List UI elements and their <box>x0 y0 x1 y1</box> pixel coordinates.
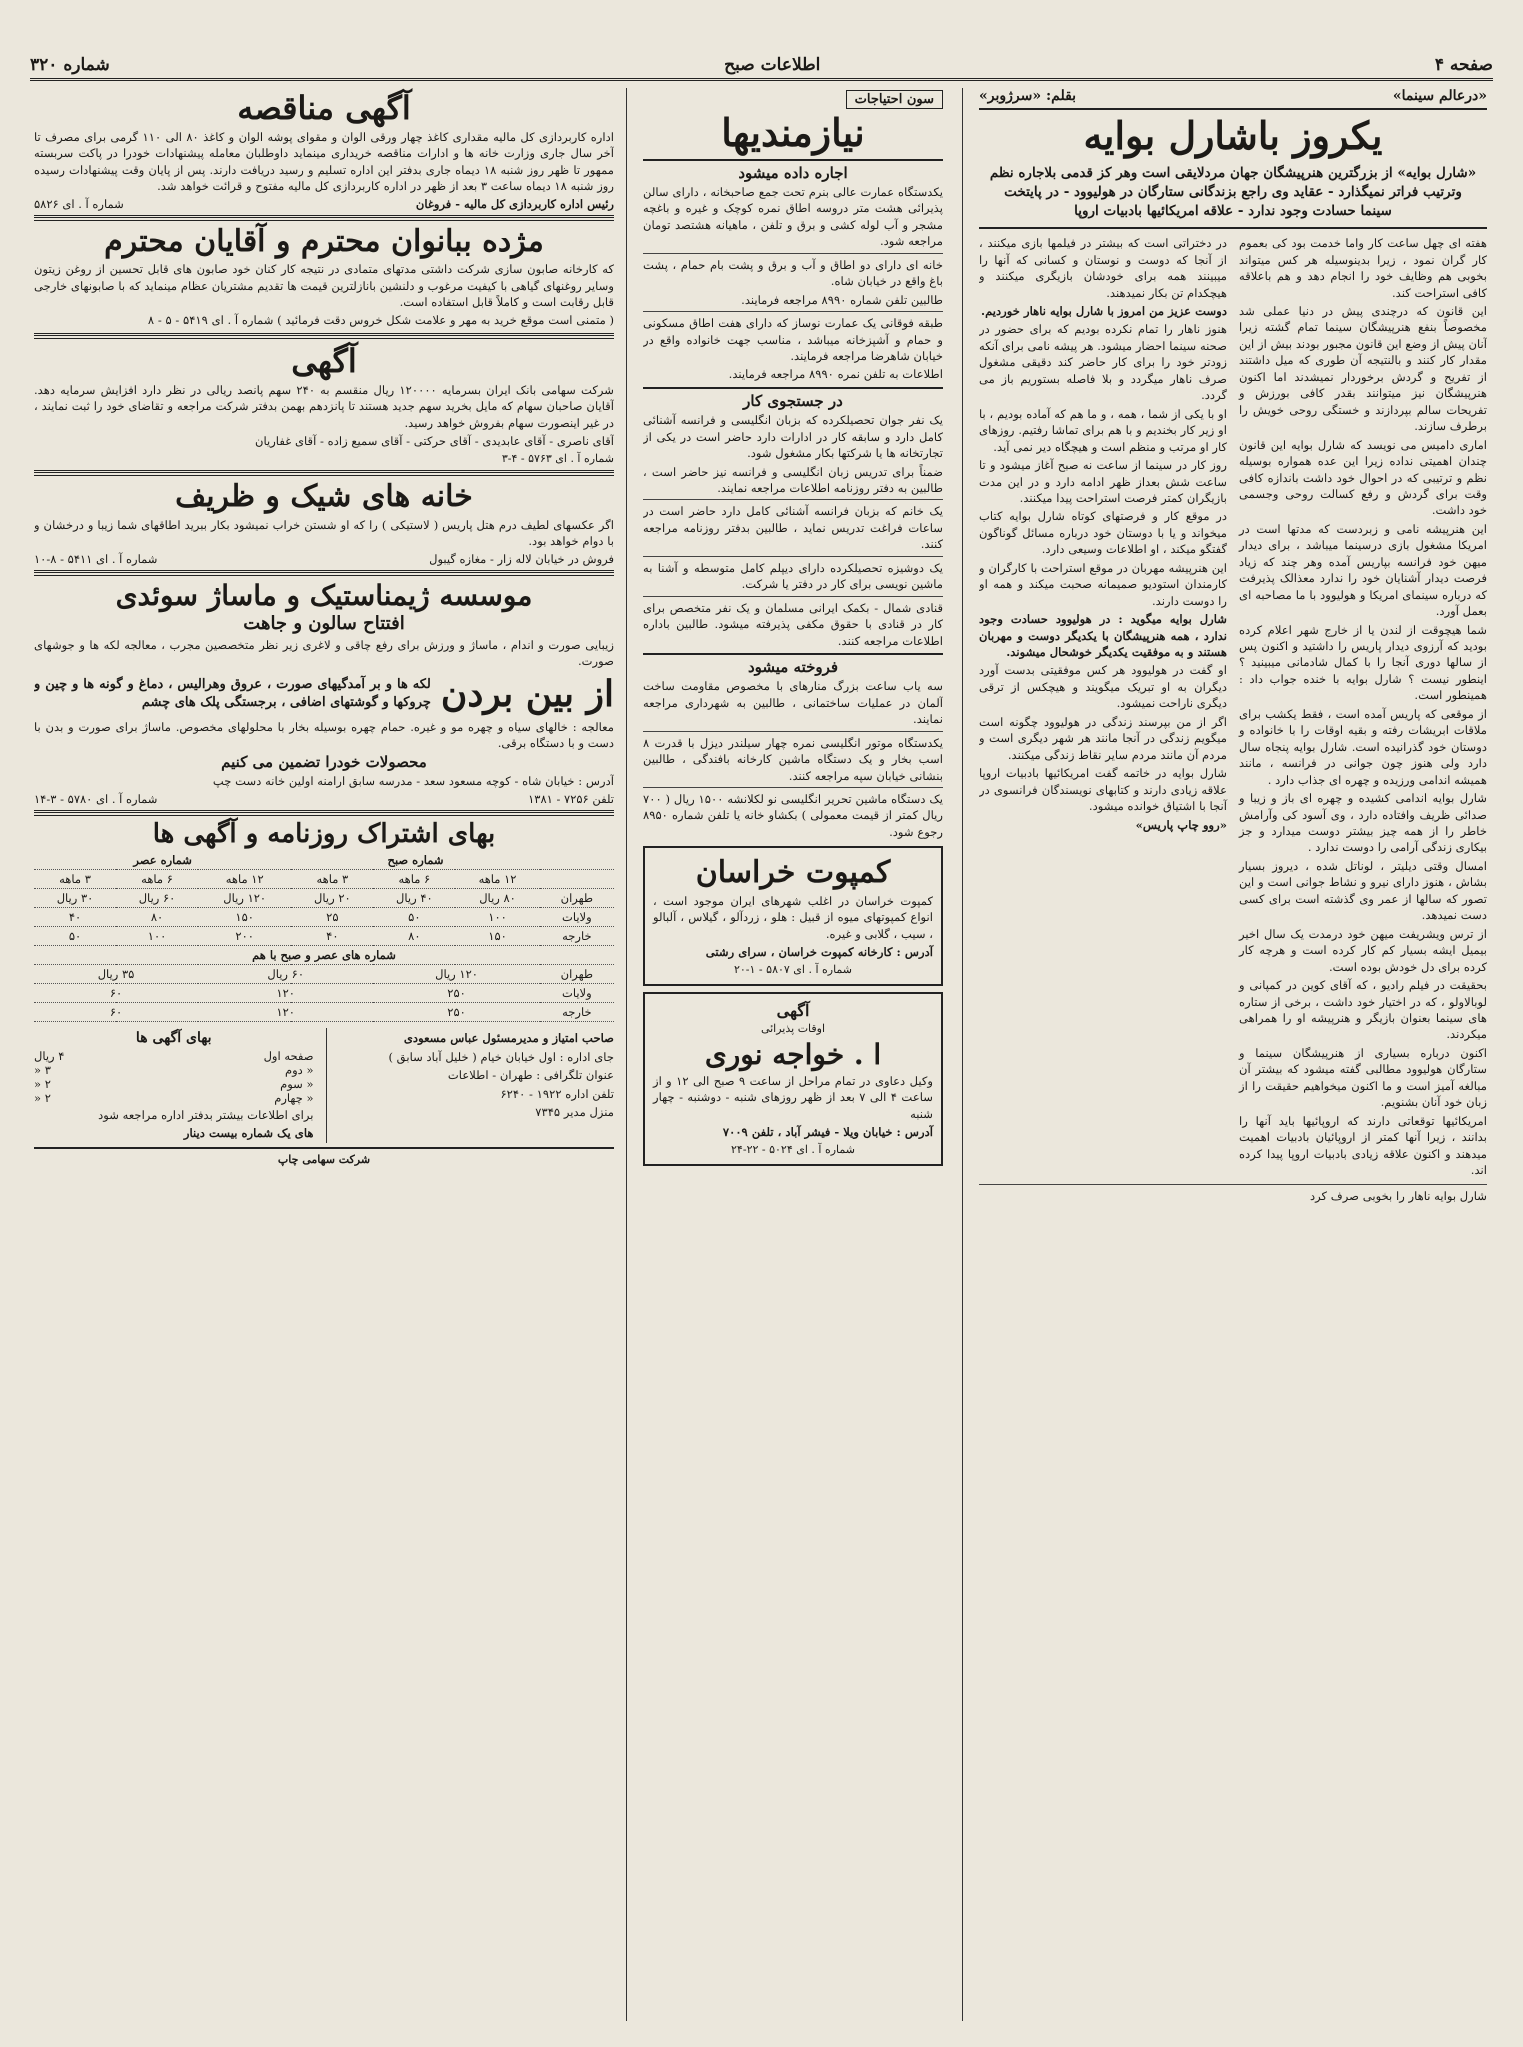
rates-row: خارجه ۱۵۰ ۸۰ ۴۰ ۲۰۰ ۱۰۰ ۵۰ <box>34 927 614 946</box>
classified-item: سه یاب ساعت بزرگ منارهای با مخصوص مقاومت ساخت آلمان در عملیات ساختمانی ، طالبین به شهرداری مراجعه نمایند. <box>643 679 943 727</box>
owner-line: جای اداره : اول خیابان خیام ( خلیل آباد سابق ) <box>388 1049 614 1064</box>
section-rent: اجاره داده میشود <box>738 163 848 182</box>
paragraph: شارل بوایه اندامی کشیده و چهره ای باز و زیبا و صدائی ظریف وافتاده دارد ، وی آسود کی وآرامش خاطر را از همه چیز بیشتر دوست میدارد و جز بیکاری زندگی آرامی را دوست ندارد . <box>1239 791 1487 855</box>
rates-morning-header: شماره صبح <box>291 851 539 870</box>
paragraph: اماری دامیس می نویسد که شارل بوایه این قانون چندان اهمیتی نداده زیرا این عده همواره بوسیله نظم و ترتیبی که در احوال خود داشت باندازه کافی وقت برای گردش و رفع کسالت روحی وجسمی خود داشت. <box>1239 437 1487 518</box>
paragraph: این قانون که درچندی پیش در دنیا عملی شد مخصوصاً بنفع هنرپیشگان سینما تمام گشته زیرا آنان پیش از وضع این قانون مجبور بودند بیش از این مقدار کار کنند و بالنتیجه آن طوری که میل داشتند از تفریح و گردش برخوردار نمیشدند اما اکنون هنرپیشگان نیز میتوانند بقدر کافی بورزش و تفریحات سالم بپردازند و خستگی روحی خویش را برطرف سازند. <box>1239 303 1487 434</box>
ad-phone: تلفن ۷۲۵۶ - ۱۳۸۱ <box>528 791 614 806</box>
ad-sign: رئیس اداره کاربردازی کل مالیه - فروغان <box>415 196 614 211</box>
rates-row: طهران ۸۰ ریال ۴۰ ریال ۲۰ ریال ۱۲۰ ریال ۶۰ ریال ۳۰ ریال <box>34 889 614 908</box>
ad-text: که کارخانه صابون سازی شرکت داشتی مدتهای متمادی در نتیجه کار کنان خود صابون های قابل تحسین از روغن زیتون وسایر روغنهای گیاهی با کیفیت مرغوب و دلنشین بانازلترین قیمت ها تقدیم مشتریان عظام مینماید که با صابونهای خارجی قابل رقابت است و کاملاً قابل استفاده است. <box>34 262 614 310</box>
article-kicker: «درعالم سینما» <box>1392 88 1487 104</box>
classified-item: یک دوشیزه تحصیلکرده دارای دیپلم کامل متوسطه و آشنا به ماشین نویسی برای کار در دفتر یا شرکت. <box>643 560 943 592</box>
ad-sub: اوقات پذیرائی <box>760 1021 826 1035</box>
houses-ad <box>34 480 614 565</box>
paragraph: در موقع کار و فرصتهای کوتاه شارل بوایه کتاب میخواند و یا با دوستان خود درباره مسائل گوناگون گفتگو میکند ، او اطلاعات وسیعی دارد. <box>979 509 1227 557</box>
adrates-note: برای اطلاعات بیشتر بدفتر اداره مراجعه شود <box>98 1107 314 1122</box>
classifieds-supertitle: سون احتیاجات <box>846 90 943 109</box>
classified-item: یک دستگاه ماشین تحریر انگلیسی نو لکلانشه ۱۵۰۰ ریال ( ۷۰۰ ریال کمتر از قیمت معمولی ) بکشاو خانه یا تلفن شماره ۸۹۵۰ رجوع شود. <box>643 792 943 839</box>
classified-item: طالبین تلفن شماره ۸۹۹۰ مراجعه فرمایند. <box>741 292 943 307</box>
masthead <box>30 52 1493 81</box>
lawyer-ad <box>643 992 943 1166</box>
rates-both-header: شماره های عصر و صبح با هم <box>34 946 614 965</box>
ad-text: کمپوت خراسان در اغلب شهرهای ایران موجود است ، انواع کمپوتهای میوه از قبیل : هلو ، زردآلو ، گیلاس ، آلبالو ، سیب ، گلابی و غیره. <box>653 893 933 941</box>
paragraph: از موقعی که پاریس آمده است ، فقط یکشب برای ملاقات ابریشات رفته و بقیه اوقات را با خانواده و دوستان خود گذرانیده است. شارل بوایه پنجاه سال دارد ولی هنوز چون جوانی در فرانسه ، مانند همیشه اندامی ورزیده و چهره ای جذاب دارد . <box>1239 706 1487 787</box>
classifieds-title: نیازمندیها <box>721 110 865 155</box>
classified-item: یکدستگاه موتور انگلیسی نمره چهار سیلندر دیزل با قدرت ۸ اسب بخار و یک دستگاه ماشین کارخانه بافندگی ، طالبین بنشانی خیابان سپه مراجعه کنند. <box>643 735 943 783</box>
paragraph: این هنرپیشه نامی و زبردست که مدتها است در امریکا مشغول بازی درسینما میباشد ، برای دیدار میهن خود فرانسه بپاریس آمده وهر چند که زیاد فرصت دیدار آشنایان خود را ندارد معذالک پذیرفت که درباره سینمای امریکا و هولیوود با ما مصاحبه ای بعمل آورد. <box>1239 521 1487 619</box>
paragraph: در دختراتی است که بیشتر در فیلمها بازی میکنند ، از آنجا که دوست و نوستان و کسانی که آنها را میبینند همه برای خودشان بازیگری میکنند و هیچکدام تن بکار نمیدهند. <box>979 236 1227 300</box>
classified-item: قنادی شمال - بکمک ایرانی مسلمان و یک نفر متخصص برای کار در قنادی با حقوق مکفی پذیرفته میشود. طالبین باداره اطلاعات مراجعه کنند. <box>643 600 943 648</box>
ad-rates-box: بهای آگهی ها صفحه اول ۴ ریال « دوم ۳ « « سوم ۲ « « چهارم ۲ « برای اطلاعات بیشتر بدفتر اداره مراجعه شود های یک شماره بیست دینار <box>34 1030 314 1140</box>
ad-headline: از بین بردن <box>440 672 614 715</box>
adrates-note: های یک شماره بیست دینار <box>183 1126 314 1140</box>
classified-item: اطلاعات به تلفن نمره ۸۹۹۰ مراجعه فرمایند. <box>728 367 943 382</box>
paper-name: اطلاعات صبح <box>724 55 821 75</box>
ad-text: وکیل دعاوی در تمام مراحل از ساعت ۹ صبح الی ۱۲ و از ساعت ۴ الی ۷ بعد از ظهر روزهای شنبه - دوشنبه - چهار شنبه <box>653 1073 933 1121</box>
ad-text: اگر عکسهای لطیف درم هتل پاریس ( لاستیکی ) را که او شستن خراب نمیشود بکار ببرید اطاقهای شما زیبا و درخشان و با دوام خواهد بود. <box>34 517 614 549</box>
owner-box <box>326 1028 615 1143</box>
ad-address: فروش در خیابان لاله زار - مغازه گیبول <box>429 551 614 566</box>
paragraph: امسال وقتی دیلیتر ، لوناتل شده ، دیروز بسیار بشاش ، هنوز دارای نیرو و نشاط جوانی است و این تصور که سالها از عمر وی گذشته است برای کسی دست نمیدهد. <box>1239 858 1487 923</box>
classified-item: یک نفر جوان تحصیلکرده که بزبان انگلیسی و فرانسه آشنائی کامل دارد و سابقه کار در ادارات دارد حاضر است در یکی از تجارتخانه ها یا شرکتها بکار مشغول شود. <box>643 413 943 461</box>
issue-number: شماره ۳۲۰ <box>30 55 110 75</box>
rates-row: طهران ۱۲۰ ریال ۶۰ ریال ۳۵ ریال <box>34 965 614 984</box>
rates-col: ۱۲ ماهه <box>455 870 539 889</box>
rates-col: ۶ ماهه <box>116 870 198 889</box>
ad-title: مژده ببانوان محترم و آقایان محترم <box>104 223 544 259</box>
ad-text: شرکت سهامی بانک ایران بسرمایه ۱۲۰۰۰۰ ریال منقسم به ۲۴۰ سهم پانصد ریالی در نظر دارد افزایش سرمایه دهد. آقایان صاحبان سهام که مایل بخرید سهم جدید هستند تا پانزدهم بهمن بدفتر شرکت مراجعه و تقاضای خود را ثبت نمایند ، در غیر اینصورت سهام بفروش خواهد رسید. <box>34 382 614 430</box>
gym-ad <box>34 580 614 806</box>
ad-kicker: آگهی <box>776 1000 810 1020</box>
ad-sub: افتتاح سالون و جاهت <box>243 612 405 634</box>
ad-ref: شماره آ . ای ۵۷۸۰ - ۳-۱۴ <box>34 791 158 806</box>
rates-col: ۶ ماهه <box>373 870 455 889</box>
paragraph: از ترس ویشریفت میهن خود درمدت یک سال اخیر بیمیل ایشه بسیار کم کار کرده است و هرچه کار کرده برای دل خودش بوده است. <box>1239 926 1487 974</box>
ad-ref: شماره آ . ای ۵۰۲۴ - ۲۲-۲۴ <box>731 1142 855 1156</box>
article-signoff: شارل بوایه ناهار را بخوبی صرف کرد <box>1309 1188 1487 1203</box>
classified-item: ضمناً برای تدریس زبان انگلیسی و فرانسه نیز حاضر است ، طالبین به دفتر روزنامه اطلاعات مراجعه نمایند. <box>643 464 943 495</box>
ad-address: آدرس : کارخانه کمپوت خراسان ، سرای رشتی <box>705 945 933 960</box>
classified-item: یک خانم که بزبان فرانسه آشنائی کامل دارد حاضر است در ساعات فراغت تدریس نماید ، طالبین بدفتر روزنامه مراجعه کنند. <box>643 504 943 552</box>
paragraph: شارل بوایه میگوید : در هولیوود حسادت وجود ندارد ، همه هنرپیشگان با یکدیگر دوست و مهربان هستند و به موفقیت یکدیگر خوشحال میشوند. <box>979 612 1227 660</box>
ad-address: آدرس : خیابان ویلا - فیشر آباد ، تلفن ۷۰۰۹ <box>722 1125 933 1140</box>
ad-notes: معالجه : خالهای سیاه و چهره مو و غیره. حمام چهره بوسیله بخار با محلولهای مخصوص. ماساژ برای صورت و بدن با دست و با دستگاه برقی. <box>34 719 614 751</box>
rates-row: خارجه ۲۵۰ ۱۲۰ ۶۰ <box>34 1003 614 1022</box>
rates-col: ۳ ماهه <box>291 870 373 889</box>
owner-phone: تلفن اداره ۱۹۲۲ - ۶۲۴۰ <box>500 1086 614 1101</box>
ad-address: ( متمنی است موقع خرید به مهر و علامت شکل خروس دقت فرمائید ) شماره آ . ای ۵۴۱۹ - ۵ - ۸ <box>147 313 614 328</box>
rates-col: ۳ ماهه <box>34 870 116 889</box>
paragraph: بحقیقت در فیلم رادیو ، که آقای کوین در کمپانی و لوبالاولو ، که در اختیار خود داشت ، برخی از ستاره های سینما بعنوان بازیگر و هنرپیشه او را همراهی میکردند. <box>1239 978 1487 1042</box>
ad-title: خانه های شیک و ظریف <box>175 479 473 515</box>
ad-title: ا . خواجه نوری <box>704 1037 882 1071</box>
owner-phone: منزل مدیر ۷۳۴۵ <box>535 1105 614 1120</box>
ad-text: اداره کاربردازی کل مالیه مقداری کاغذ چهار ورقی الوان و مقوای پوشه الوان و کاغذ ۸۰ الی ۱۱۰ گرمی برای مصرف تا آخر سال جاری وزارت خانه ها و ادارات مناقصه خریداری مینماید داوطلبان معامله پیشنهادات خودرا در پاکت سربسته ممهور تا ظهر روز شنبه ۱۸ دیماه جاری بدفتر این اداره تسلیم و رسید دریافت دارند. پس از پایان وقت پیشنهادات رسیده روز شنبه ۱۸ دیماه ساعت ۳ بعد از ظهر در اداره کاربردازی کل مالیه مفتوح و قرائت خواهد شد. <box>34 129 614 194</box>
owner-line: صاحب امتیاز و مدیرمسئول عباس مسعودی <box>403 1031 614 1046</box>
paragraph: این هنرپیشه مهربان در موقع استراحت با کارگران و کارمندان استودیو صمیمانه صحبت میکند و همه او را دوست دارند. <box>979 560 1227 608</box>
rates-col: ۱۲ ماهه <box>198 870 291 889</box>
paragraph: شما هیچوقت از لندن یا از خارج شهر اعلام کرده بودید که آرزوی دیدار پاریس را داشتید و اکنون پس از سالها دوری آنجا را با کمال شادمانی میبینید ؟ اینطور نیست ؟ شارل بوایه با خنده جواب داد : همینطور است. <box>1239 622 1487 703</box>
ad-text: زیبایی صورت و اندام ، ماساژ و ورزش برای رفع چاقی و لاغری زیر نظر متخصصین مجرب ، معالجه لکه ها و جوشهای صورت. <box>34 637 614 669</box>
article-col-b <box>979 233 1227 1180</box>
article-intro: «شارل بوایه» از بزرگترین هنرپیشگان جهان مردلایقی است وهر کز قدمی بلاجاره نظم وترتیب فراتر نمیگذارد - عقاید وی راجع بزندگانی ستارگان در هولیوود - در پایتخت سینما حسادت وجود ندارد - علاقه امریکائیها بادبیات اروپا <box>989 164 1477 219</box>
ad-title: آگهی <box>291 341 357 380</box>
cinema-article <box>979 88 1487 2021</box>
ad-title: آگهی مناقصه <box>237 89 411 127</box>
notice-ad <box>34 343 614 466</box>
section-job: در جستجوی کار <box>743 391 843 410</box>
article-col-a <box>1239 233 1487 1180</box>
article-byline: بقلم: «سرژوبر» <box>979 88 1077 104</box>
soap-ad <box>34 225 614 329</box>
adrates-title: بهای آگهی ها <box>135 1030 212 1047</box>
classified-item: یکدستگاه عمارت عالی بنرم تحت جمع صاحبخانه ، دارای سالن پذیرائی هشت متر دروسه اطاق نمره کوچک و غیره و باغچه مشجر و آب لوله کشی و برق و تلفن ، ماهیانه هشتصد تومان مراجعه شود. <box>643 184 943 249</box>
classifieds-column <box>643 88 943 2021</box>
paragraph: هنوز ناهار را تمام نکرده بودیم که برای حضور در صحنه سینما احضار میشود. هر پیشه نامی برای آنکه زودتر خود را برای کار حاضر کند دقیقی مشغول صرف ناهار میگردد و بلا فاصله بستوریم باز می گردد. <box>979 322 1227 403</box>
page-number: صفحه ۴ <box>1434 55 1493 75</box>
paragraph: امریکائیها توقعاتی دارند که اروپائیها باید آنها را بدانند ، زیرا آنها کمتر از اروپائیان بادبیات اهمیت میدهند و اکنون علاقه زیادی بادبیات اروپا پیدا کرده اند. <box>1239 1113 1487 1178</box>
ad-list: لکه ها و بر آمدگیهای صورت ، عروق وهرالیس ، دماغ و گونه ها و چین و چروکها و گوشتهای اضافی ، برجستگی پلک های چشم <box>34 676 431 711</box>
ad-address: آدرس : خیابان شاه - کوچه مسعود سعد - مدرسه سابق ارامنه اولین خانه دست چپ <box>212 774 614 789</box>
article-title: یکروز باشارل بوایه <box>1083 113 1383 158</box>
rates-title: بهای اشتراک روزنامه و آگهی ها <box>152 818 496 849</box>
paragraph: او گفت در هولیوود هر کس موفقیتی بدست آورد دیگران به او تبریک میگویند و هیچکس از ترقی دیگری ناراحت نمیشود. <box>979 663 1227 711</box>
column-rule <box>962 88 963 2021</box>
ad-products: محصولات خودرا تضمین می کنیم <box>221 752 427 771</box>
ad-ref: شماره آ . ای ۵۸۲۶ <box>34 196 124 211</box>
ads-column <box>34 88 614 2021</box>
paragraph: روز کار در سینما از ساعت نه صبح آغاز میشود و تا ساعت شش بعداز ظهر ادامه دارد و در این مدت بازیگران کمتر فرصت استراحت پیدا میکنند. <box>979 458 1227 505</box>
paragraph: دوست عزیز من امروز با شارل بوایه ناهار خوردیم. <box>981 303 1227 318</box>
tender-ad <box>34 90 614 211</box>
paragraph: اگر از من بپرسند زندگی در هولیوود چگونه است میگویم زندگی در آنجا مانند هر شهر دیگری است و مردم آن مانند مردم سایر نقاط زندگی میکنند. <box>979 714 1227 762</box>
rates-row: ولایات ۱۰۰ ۵۰ ۲۵ ۱۵۰ ۸۰ ۴۰ <box>34 908 614 927</box>
owner-line: عنوان تلگرافی : طهران - اطلاعات <box>447 1068 614 1083</box>
ad-ref: شماره آ . ای ۵۴۱۱ - ۸-۱۰ <box>34 551 158 566</box>
printer-name: شرکت سهامی چاپ <box>277 1153 371 1167</box>
ad-title: کمپوت خراسان <box>695 855 891 891</box>
section-sale: فروخته میشود <box>747 658 839 677</box>
column-rule <box>626 88 627 2021</box>
ad-sign: آقای ناصری - آقای عابدیدی - آقای حرکتی - آقای سمیع زاده - آقای غفاریان <box>254 434 614 449</box>
ad-title: موسسه ژیمناستیک و ماساژ سوئدی <box>115 578 533 612</box>
rates-evening-header: شماره عصر <box>34 851 291 870</box>
rates-row: ولایات ۲۵۰ ۱۲۰ ۶۰ <box>34 984 614 1003</box>
classified-item: طبقه فوقانی یک عمارت نوساز که دارای هفت اطاق مسکونی و حمام و آشپزخانه میباشد ، مناسب جهت خانواده واقع در خیابان شاهرضا مراجعه فرمایند. <box>643 316 943 364</box>
compote-ad <box>643 846 943 985</box>
article-source: «روو چاپ پاریس» <box>1135 817 1227 832</box>
paragraph: شارل بوایه در خاتمه گفت امریکائیها بادبیات اروپا علاقه زیادی دارند و کتابهای نویسندگان فرانسوی در آنجا با اشتیاق خوانده میشود. <box>979 766 1227 814</box>
ad-ref: شماره آ . ای ۵۸۰۷ - ۱-۲۰ <box>733 962 853 976</box>
rates-table <box>34 851 614 1022</box>
classified-item: خانه ای دارای دو اطاق و آب و برق و پشت بام حمام ، پشت باغ واقع در خیابان شاه. <box>643 257 943 289</box>
paragraph: او با یکی از شما ، همه ، و ما هم که آماده بودیم ، با او زیر کار بخندیم و با هم برای تماشا رفتیم. روزهای کار او مرتب و منظم است و هیچگاه دیر نمی آید. <box>979 406 1227 454</box>
subscription-rates <box>34 820 614 1023</box>
ad-ref: شماره آ . ای ۵۷۶۳ - ۴-۳ <box>501 451 614 465</box>
paragraph: هفته ای چهل ساعت کار واما خدمت بود کی بعموم کار گران نمود ، زیرا بدینوسیله هر کس میتواند بخوبی هم وظایف خود را انجام دهد و هم باعلاقه کافی استراحت کند. <box>1239 236 1487 300</box>
paragraph: اکنون درباره بسیاری از هنرپیشگان سینما و ستارگان هولیوود مطالبی گفته میشود که بیشتر آن مبالغه آمیز است و ما اکنون میخواهیم حقیقت را از زبان خود آنان بشنویم. <box>1239 1045 1487 1110</box>
